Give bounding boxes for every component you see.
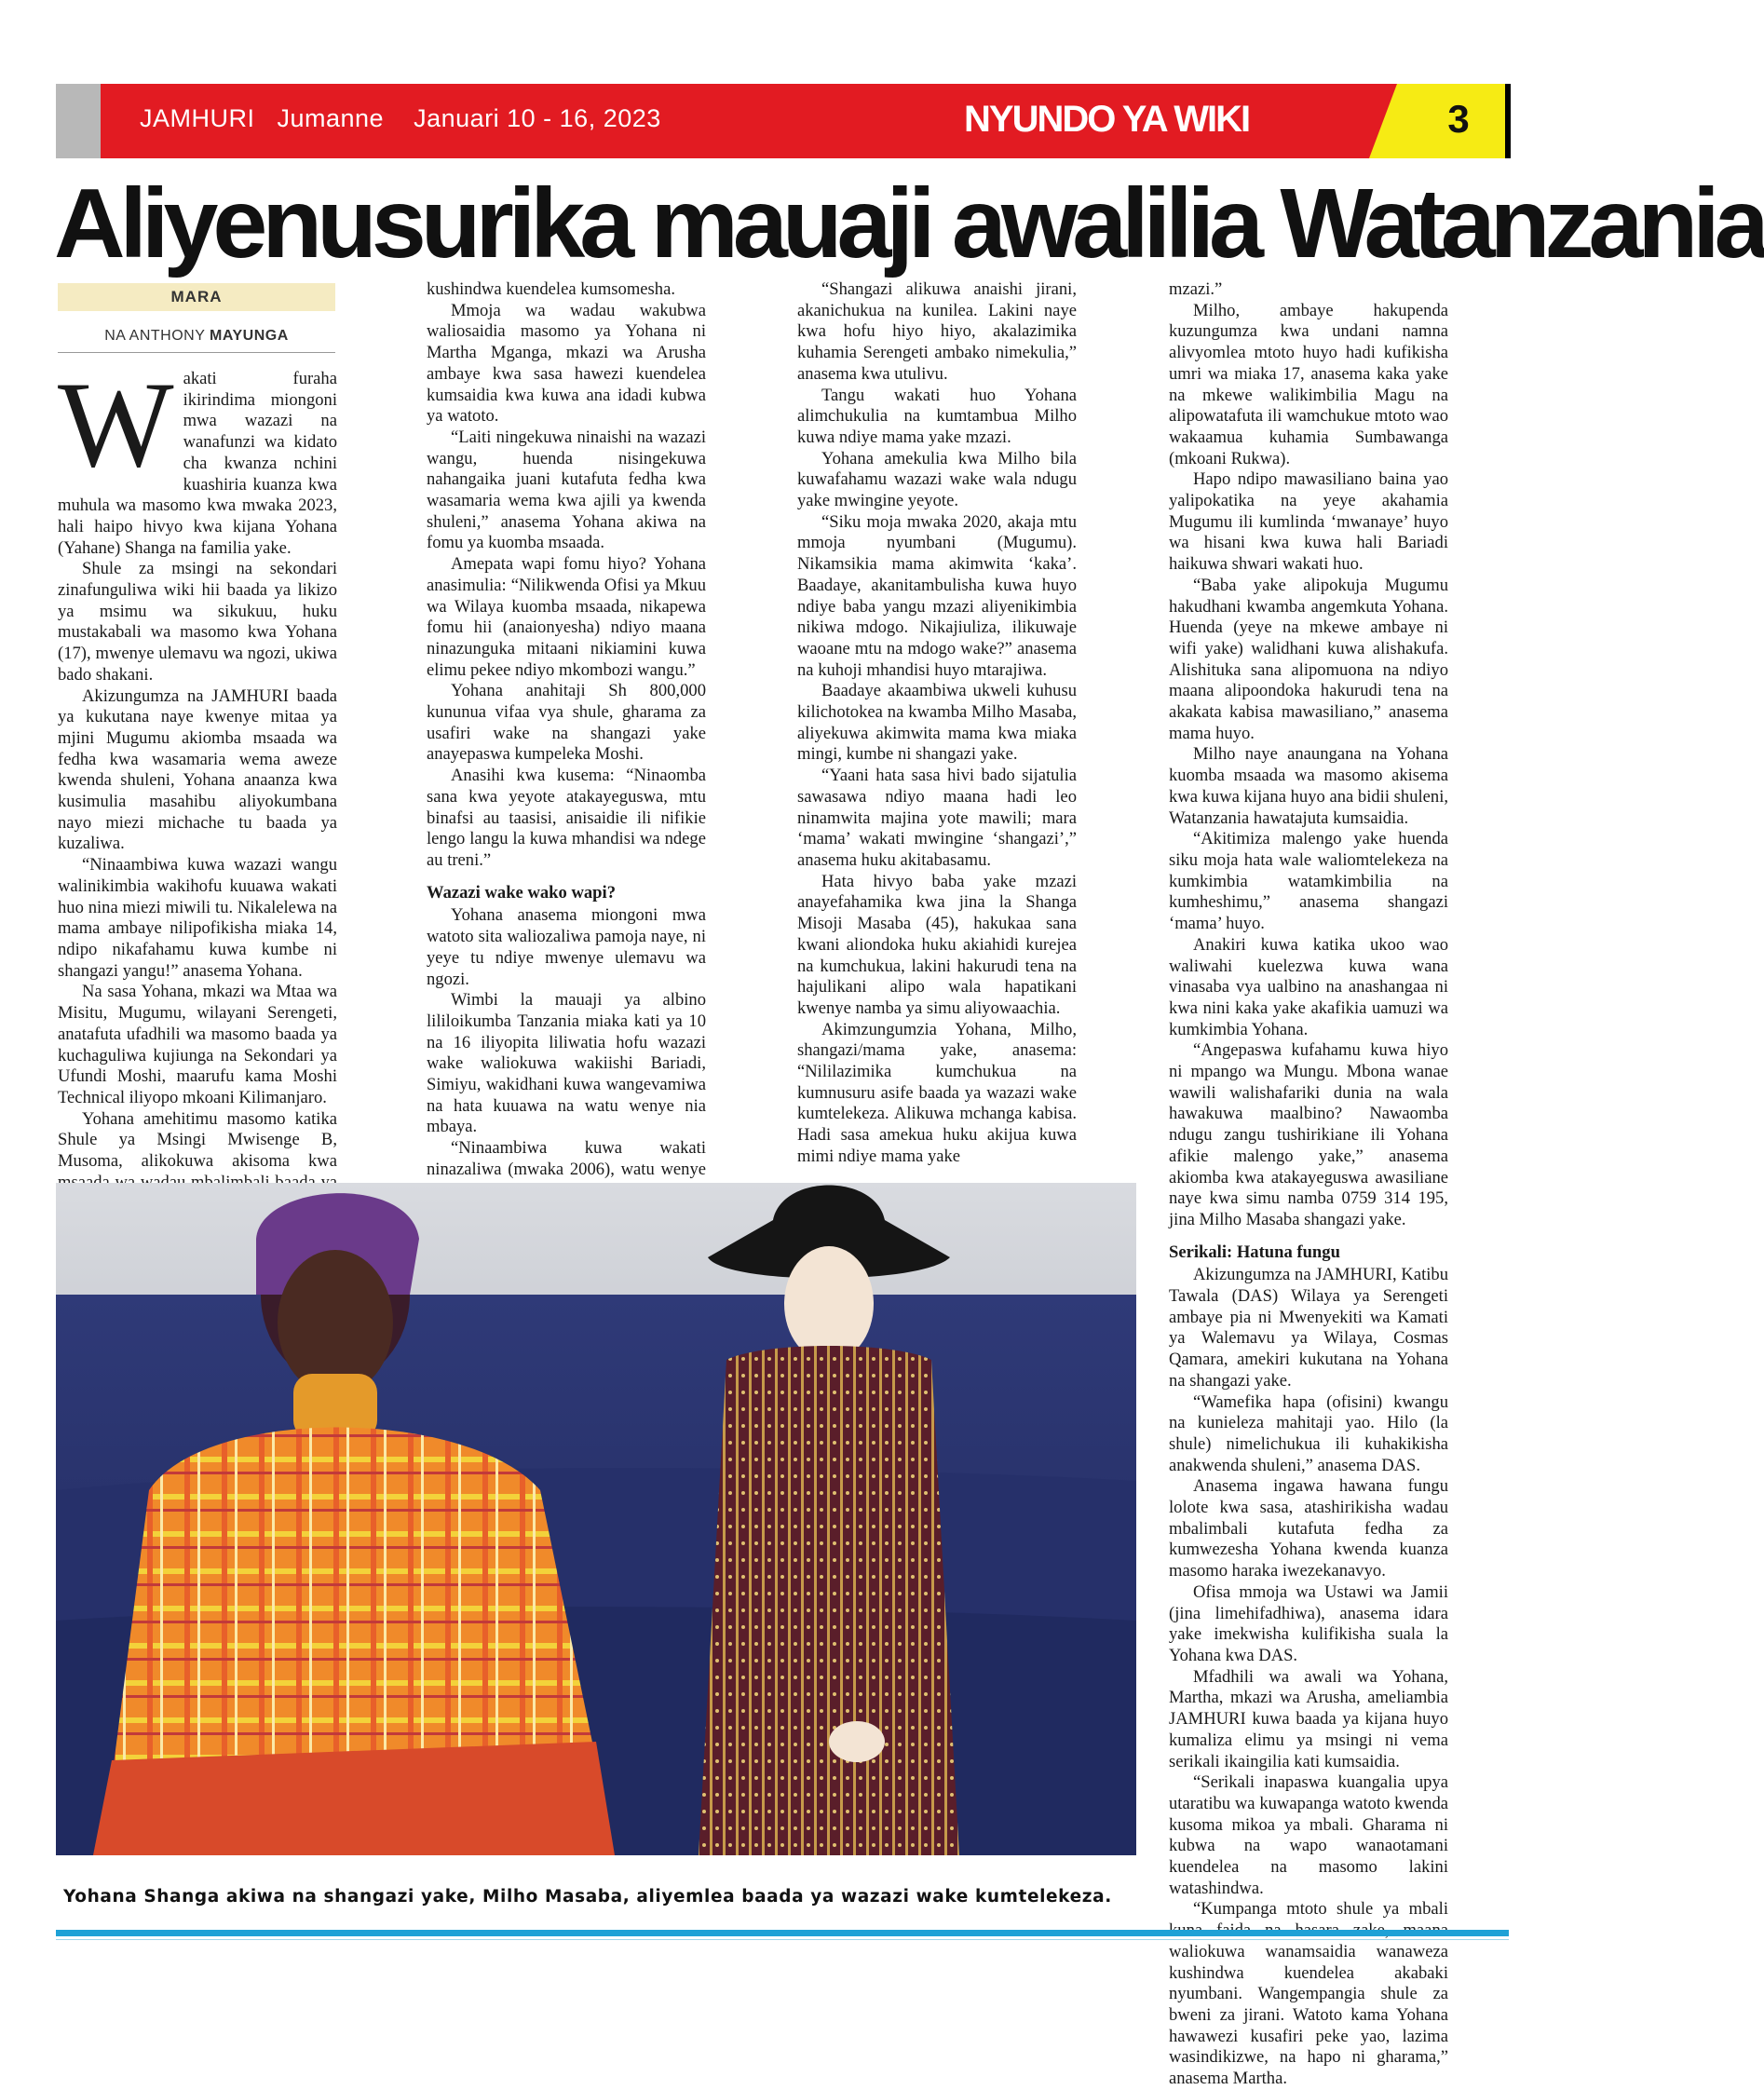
article-paragraph: “Ninaambiwa kuwa wakati ninazaliwa (mwaka 2006), watu wenye bbox=[427, 1138, 706, 1179]
article-paragraph: kushindwa kuendelea kumsomesha. bbox=[427, 279, 675, 299]
headline: Aliyenusurika mauaji awalilia Watanzania bbox=[54, 169, 1764, 278]
article-paragraph: Yohana anasema miongoni mwa watoto sita waliozaliwa pamoja naye, ni yeye tu ndiye mwenye ulemavu wa ngozi. bbox=[427, 905, 706, 989]
article-paragraph: “Akitimiza malengo yake huenda siku moja hata wale waliomtelekeza na kumkimbia watamkimbilia na kumheshimu,” anasema shangazi ‘mama’ huyo. bbox=[1169, 829, 1448, 934]
article-photo bbox=[56, 1183, 1136, 1855]
article-paragraph: Hapo ndipo mawasiliano baina yao yalipokatika na yeye akahamia Mugumu ili kumlinda ‘mwanaye’ huyo wa hisani kwa kuwa hali Bariadi haikuwa shwari wakati huo. bbox=[1169, 469, 1448, 575]
article-paragraph: “Wamefika hapa (ofisini) kwangu na kunieleza mahitaji yao. Hilo (la shule) nimelichukua ili kuhakikisha anakwenda shuleni,” anasema DAS. bbox=[1169, 1391, 1448, 1475]
kicker: MARA bbox=[170, 288, 223, 305]
paper-dateline: JAMHURI Jumanne Januari 10 - 16, 2023 bbox=[140, 104, 661, 132]
article-paragraph: Hata hivyo baba yake mzazi anayefahamika kwa jina la Shanga Misoji Masaba (45), hakukaa sana kwani aliondoka huku akiahidi kurejea na kumchukua, lakini hakurudi tena na hajulikani alipo wala hapatikani kwenye namba ya simu aliyowaachia. bbox=[797, 871, 1077, 1018]
article-paragraph: “Siku moja mwaka 2020, akaja mtu mmoja nyumbani (Mugumu). Nikamsikia mama akimwita ‘kaka’. Baadaye, akanitambulisha kuwa huyo ndiye baba yangu mzazi aliyenikimbia nikiwa mdogo. Nikajiuliza, ilikuwaje waoane mtu na mdogo wake?” anasema na kuhoji mhandisi huyo mtarajiwa. bbox=[797, 511, 1077, 680]
page-number: 3 bbox=[1447, 97, 1470, 141]
article-paragraph: Shule za msingi na sekondari zinafunguliwa wiki hii baada ya likizo ya msimu wa sikukuu, huku mustakabali wa masomo kwa Yohana (17), mwenye ulemavu wa ngozi, ukiwa bado shakani. bbox=[58, 559, 337, 685]
subheading: Wazazi wake wako wapi? bbox=[427, 882, 616, 902]
article-paragraph: “Yaani hata sasa hivi bado sijatulia sawasawa ndiyo maana hadi leo ninamwita majina yote mawili; mara ‘mama’ wakati mwingine ‘shangazi’,” anasema huku akitabasamu. bbox=[797, 766, 1077, 870]
article-paragraph: “Kumpanga mtoto shule ya mbali waliokuwa wanamsaidia wanaweza kushindwa kuendelea akabaki nyumbani. Wangempangia shule za bweni za jirani. Watoto kama Yohana hawawezi kusafiri peke yao, lazima wasindikizwe, na hapo ni gharama,” anasema Martha. bbox=[1169, 1899, 1448, 2089]
header-black-bar bbox=[1505, 84, 1511, 158]
article-paragraph bbox=[58, 356, 337, 559]
article-paragraph: “Laiti ningekuwa ninaishi na wazazi wangu, huenda nisingekuwa nahangaika juani kutafuta fedha kwa wasamaria wema kwa ajili ya kwenda shuleni,” anasema Yohana akiwa na fomu ya kuomba msaada. bbox=[427, 427, 706, 553]
article-paragraph: Ofisa mmoja wa Ustawi wa Jamii (jina limehifadhiwa), anasema idara yake imekwisha kulifikisha suala la Yohana kwa DAS. bbox=[1169, 1581, 1448, 1665]
article-paragraph: Akizungumza na JAMHURI baada ya kukutana naye kwenye mitaa ya mjini Mugumu akiomba msaada wa fedha kwa wasamaria wema aweze kwenda shuleni, Yohana anaanza kwa kusimulia masahibu aliyokumbana nayo miezi michache tu baada ya kuzaliwa. bbox=[58, 685, 337, 854]
byline-name: MAYUNGA bbox=[210, 328, 289, 344]
article-paragraph: Akizungumza na JAMHURI, Katibu Tawala (DAS) Wilaya ya Serengeti ambaye pia ni Mwenyekiti wa Kamati ya Walemavu ya Wilaya, Cosmas Qamara, amekiri kukutana na Yohana na shangazi yake. bbox=[1169, 1265, 1448, 1391]
byline-rule bbox=[58, 352, 335, 353]
subheading: Serikali: Hatuna fungu bbox=[1169, 1242, 1340, 1262]
article-column-2 bbox=[427, 279, 706, 1286]
drop-cap: W bbox=[58, 356, 174, 493]
article-paragraph: “Ninaambiwa kuwa wazazi wangu walinikimbia wakihofu kuuawa wakati huo nina miezi miwili tu. Nikalelewa na mama ambaye nilipofikisha miaka 14, ndipo nikafahamu kuwa kumbe ni shangazi yangu!” anasema Yohana. bbox=[58, 855, 337, 981]
article-paragraph: Milho naye anaungana na Yohana kuomba msaada wa masomo akisema kwa kuwa kijana huyo ana bidii shuleni, Watanzania hawatajuta kumsaidia. bbox=[1169, 744, 1449, 828]
article-paragraph: Wimbi la mauaji ya albino lililoikumba Tanzania miaka kati ya 10 na 16 iliyopita liliwatia hofu wazazi wake waliokuwa wakiishi Bariadi, Simiyu, wakidhani kuwa wangevamiwa na hata kuuawa na watu wenye nia mbaya. bbox=[427, 990, 706, 1137]
article-paragraph: Baadaye akaambiwa ukweli kuhusu kilichotokea na kwamba Milho Masaba, aliyekuwa akimwita mama kwa miaka mingi, kumbe ni shangazi yake. bbox=[797, 681, 1077, 765]
article-paragraph: mzazi.” bbox=[1169, 279, 1223, 299]
article-paragraph: Tangu wakati huo Yohana alimchukulia na kumtambua Milho kuwa ndiye mama yake mzazi. bbox=[797, 385, 1077, 447]
article-paragraph: Anasema ingawa hawana fungu lolote kwa sasa, atashirikisha wadau mbalimbali kutafuta fedha za kumwezesha Yohana kwenda kuanza masomo haraka iwezekanavyo. bbox=[1169, 1476, 1448, 1581]
bottom-rule bbox=[56, 1930, 1509, 1936]
article-paragraph: Na sasa Yohana, mkazi wa Mtaa wa Misitu, Mugumu, wilayani Serengeti, anatafuta ufadhili wa masomo baada ya kuchaguliwa kujiunga na Sekondari ya Ufundi Moshi, maarufu kama Moshi Technical iliyopo mkoani Kilimanjaro. bbox=[58, 982, 337, 1107]
paragraph-text: akati furaha ikirindima miongoni mwa wazazi na wanafunzi wa kidato cha kwanza nchini kuashiria kuanza kwa muhula wa masomo kwa mwaka 2023, hali haipo hivyo kwa kijana Yohana (Yahane) Shanga na familia yake. bbox=[58, 369, 337, 558]
article-paragraph: Milho, ambaye hakupenda kuzungumza kwa undani namna alivyomlea mtoto huyo hadi kufikisha umri wa miaka 17, anasema kaka yake na mkewe walikimbilia Magu na alipowatafuta ili wamchukue mtoto wao wakaamua kuhamia Sumbawanga (mkoani Rukwa). bbox=[1169, 300, 1448, 468]
article-paragraph: Akimzungumzia Yohana, Milho, shangazi/mama yake, anasema: “Nililazimika kumchukua na kumnusuru asife baada ya wazazi wake kumtelekeza. Alikuwa mchanga kabisa. Hadi sasa amekua huku akijua kuwa mimi ndiye mama yake bbox=[797, 1019, 1077, 1166]
section-title: NYUNDO YA WIKI bbox=[964, 99, 1250, 140]
article-paragraph: Anasihi kwa kusema: “Ninaomba sana kwa yeyote atakayeguswa, mtu binafsi au taasisi, anisaidie ili nifikie lengo langu la kuwa mhandisi wa ndege au treni.” bbox=[427, 766, 706, 870]
article-paragraph: Yohana anahitaji Sh 800,000 kununua vifaa vya shule, gharama za usafiri wake na shangazi yake anayepaswa kumpeleka Moshi. bbox=[427, 681, 706, 765]
article-paragraph: “Baba yake alipokuja Mugumu hakudhani kwamba angemkuta Yohana. Huenda (yeye na mkewe ambaye ni wifi yake) walidhani kuwa alishakufa. Alishituka sana alipomuona na ndiyo maana alipoondoka hakurudi tena na akakata kabisa mawasiliano,” anasema mama huyo. bbox=[1169, 575, 1448, 743]
byline-prefix: NA ANTHONY bbox=[104, 328, 210, 344]
header-notch bbox=[1369, 84, 1414, 158]
article-paragraph: “Shangazi alikuwa anaishi jirani, akanichukua na kunilea. Lakini naye kwa hofu hiyo hiyo, akalazimika kuhamia Serengeti ambako nimekulia,” anasema kwa utulivu. bbox=[797, 279, 1077, 384]
article-paragraph: “Serikali inapaswa kuangalia upya utaratibu wa kuwapanga watoto kwenda kusoma mikoa ya mbali. Gharama ni kubwa na wapo wanaotamani kuendelea na masomo lakini watashindwa. bbox=[1169, 1772, 1448, 1898]
byline bbox=[58, 328, 335, 345]
article-paragraph: Amepata wapi fomu hiyo? Yohana anasimulia: “Nilikwenda Ofisi ya Mkuu wa Wilaya kuomba msaada, nikapewa fomu hii (anaionyesha) ndiyo maana ninazunguka mitaani nikiamini kuwa elimu pekee ndiyo mkombozi wangu.” bbox=[427, 554, 706, 680]
article-column-4 bbox=[1169, 279, 1448, 2090]
article-column-1 bbox=[58, 356, 337, 1215]
article-column-3 bbox=[797, 279, 1077, 1168]
article-paragraph: Anakiri kuwa katika ukoo wao waliwahi kuelezwa kuwa wana vinasaba vya ualbino na anashangaa ni kwa nini kaka yake akafikia uamuzi wa kumkimbia Yohana. bbox=[1169, 934, 1448, 1039]
article-paragraph: “Angepaswa kufahamu kuwa hiyo ni mpango wa Mungu. Mbona wanae wawili walishafariki dunia na wala hawakuwa maalbino? Nawaomba ndugu zangu tushirikiane ili Yohana afikie malengo yake,” anasema akiomba kwa atakayeguswa awasiliane naye kwa simu namba 0759 314 195, jina Milho Masaba shangazi yake. bbox=[1169, 1040, 1448, 1229]
header-gray-block bbox=[56, 84, 101, 158]
article-paragraph: Yohana amehitimu masomo katika Shule ya Msingi Mwisenge B, Musoma, alikokuwa akisoma kwa bbox=[58, 1108, 337, 1172]
photo-caption: Yohana Shanga akiwa na shangazi yake, Milho Masaba, aliyemlea baada ya wazazi wake kumtelekeza. bbox=[63, 1887, 1112, 1907]
article-paragraph: Mfadhili wa awali wa Yohana, Martha, mkazi wa Arusha, ameliambia JAMHURI kuwa baada ya kijana huyo kumaliza elimu ya msingi ni vema serikali ikaingilia kati kumsaidia. bbox=[1169, 1666, 1448, 1771]
bottom-thin-rule bbox=[56, 1939, 1509, 1940]
article-paragraph: Mmoja wa wadau wakubwa waliosaidia masomo ya Yohana ni Martha Mganga, mkazi wa Arusha ambaye kwa sasa hawezi kuendelea kumsaidia kwa kuwa ana idadi kubwa ya watoto. bbox=[427, 300, 706, 427]
article-paragraph: Yohana amekulia kwa Milho bila kuwafahamu wazazi wake wala ndugu yake mwingine yeyote. bbox=[797, 448, 1077, 511]
photo-illustration bbox=[56, 1183, 1136, 1855]
